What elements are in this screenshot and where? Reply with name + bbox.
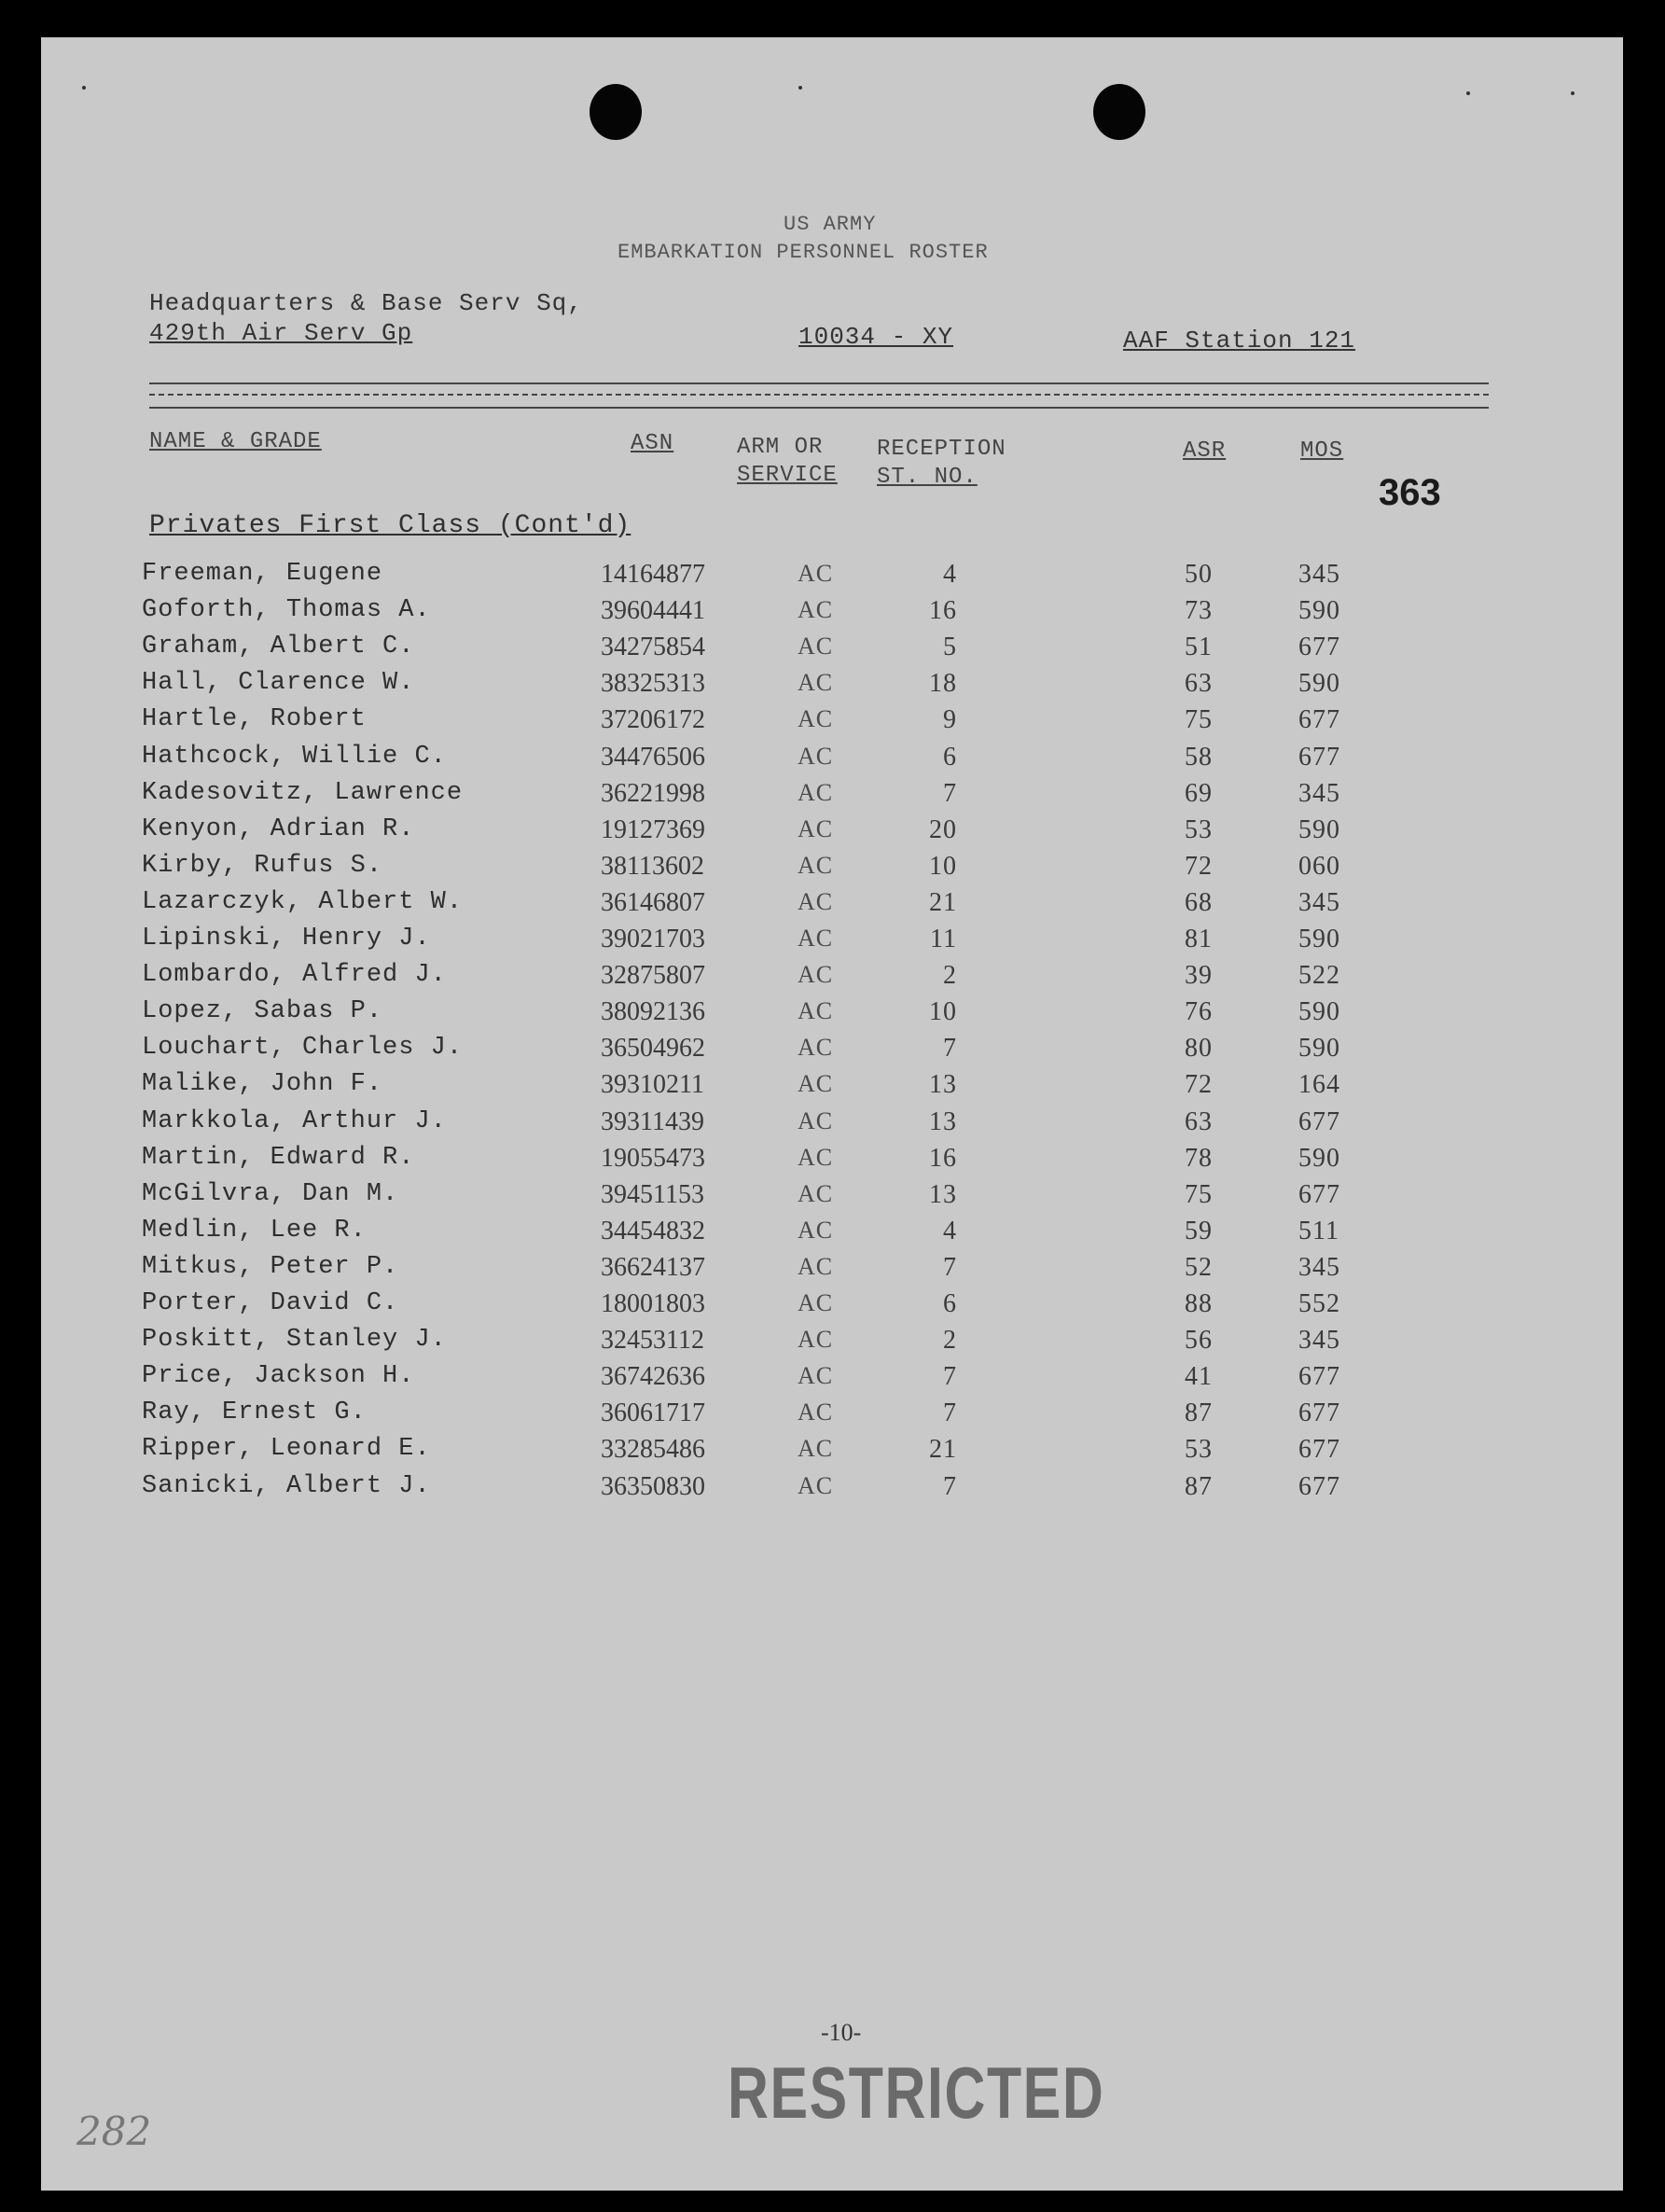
cell-name: Kenyon, Adrian R. bbox=[142, 814, 415, 843]
cell-asn: 34275854 bbox=[601, 633, 705, 662]
cell-arm-service: AC bbox=[798, 669, 834, 697]
column-header-arm-2: SERVICE bbox=[737, 463, 838, 488]
table-row bbox=[0, 705, 1582, 743]
cell-reception-station: 9 bbox=[943, 705, 957, 735]
cell-mos: 590 bbox=[1298, 669, 1340, 699]
roster-table bbox=[0, 37, 1582, 2191]
cell-name: Kirby, Rufus S. bbox=[142, 851, 383, 880]
cell-asr: 68 bbox=[1185, 887, 1213, 917]
table-row bbox=[0, 743, 1582, 780]
cell-reception-station: 18 bbox=[929, 669, 957, 699]
cell-arm-service: AC bbox=[798, 1179, 834, 1207]
cell-asn: 36146807 bbox=[601, 887, 705, 917]
unit-name-line-2: 429th Air Serv Gp bbox=[149, 319, 413, 347]
column-header-asr: ASR bbox=[1183, 438, 1227, 464]
cell-name: Price, Jackson H. bbox=[142, 1362, 415, 1391]
cell-asr: 53 bbox=[1185, 814, 1213, 844]
cell-mos: 511 bbox=[1298, 1216, 1339, 1245]
cell-mos: 552 bbox=[1298, 1289, 1340, 1318]
footer-page-number: -10- bbox=[821, 2019, 862, 2046]
cell-asr: 50 bbox=[1185, 560, 1213, 589]
cell-asr: 39 bbox=[1185, 961, 1213, 991]
table-row bbox=[0, 815, 1582, 853]
cell-arm-service: AC bbox=[798, 633, 834, 661]
cell-asr: 41 bbox=[1185, 1362, 1213, 1392]
cell-reception-station: 7 bbox=[943, 778, 957, 808]
cell-asr: 63 bbox=[1185, 669, 1213, 699]
table-row bbox=[0, 1435, 1582, 1472]
cell-mos: 677 bbox=[1298, 1179, 1340, 1209]
cell-mos: 677 bbox=[1298, 1398, 1340, 1428]
cell-arm-service: AC bbox=[798, 596, 834, 624]
table-row bbox=[0, 1034, 1582, 1071]
cell-mos: 677 bbox=[1298, 1471, 1340, 1501]
table-row bbox=[0, 1217, 1582, 1254]
cell-asn: 38325313 bbox=[601, 669, 705, 699]
cell-asr: 75 bbox=[1185, 705, 1213, 735]
cell-name: Hartle, Robert bbox=[142, 705, 367, 734]
cell-name: Medlin, Lee R. bbox=[142, 1216, 367, 1245]
cell-reception-station: 10 bbox=[929, 997, 957, 1027]
unit-name-line-1: Headquarters & Base Serv Sq, bbox=[149, 289, 583, 317]
section-title: Privates First Class (Cont'd) bbox=[149, 511, 631, 540]
cell-arm-service: AC bbox=[798, 961, 834, 989]
cell-arm-service: AC bbox=[798, 560, 834, 587]
table-row bbox=[0, 1326, 1582, 1363]
cell-mos: 677 bbox=[1298, 1362, 1340, 1392]
cell-asr: 72 bbox=[1185, 851, 1213, 881]
cell-reception-station: 7 bbox=[943, 1034, 957, 1064]
handwritten-page-number: 282 bbox=[76, 2108, 152, 2154]
column-header-arm-1: ARM OR bbox=[737, 435, 824, 460]
cell-asn: 32453112 bbox=[601, 1326, 704, 1356]
stamped-page-number: 363 bbox=[1379, 472, 1441, 513]
cell-arm-service: AC bbox=[798, 742, 834, 770]
cell-reception-station: 13 bbox=[929, 1106, 957, 1136]
cell-arm-service: AC bbox=[798, 851, 834, 879]
cell-arm-service: AC bbox=[798, 1034, 834, 1062]
cell-arm-service: AC bbox=[798, 1070, 834, 1098]
table-row bbox=[0, 1144, 1582, 1181]
cell-asn: 39310211 bbox=[601, 1070, 704, 1100]
cell-asn: 38113602 bbox=[601, 851, 704, 881]
table-row bbox=[0, 1180, 1582, 1217]
cell-asn: 37206172 bbox=[601, 705, 705, 735]
cell-mos: 590 bbox=[1298, 596, 1340, 626]
cell-asn: 38092136 bbox=[601, 997, 705, 1027]
cell-name: Louchart, Charles J. bbox=[142, 1034, 464, 1063]
table-row bbox=[0, 560, 1582, 597]
cell-mos: 590 bbox=[1298, 1143, 1340, 1173]
cell-reception-station: 4 bbox=[943, 1216, 957, 1245]
cell-reception-station: 7 bbox=[943, 1398, 957, 1428]
cell-reception-station: 13 bbox=[929, 1070, 957, 1100]
cell-asr: 81 bbox=[1185, 925, 1213, 953]
column-header-asn: ASN bbox=[631, 431, 674, 456]
cell-reception-station: 4 bbox=[943, 560, 957, 589]
cell-name: Poskitt, Stanley J. bbox=[142, 1326, 447, 1355]
cell-arm-service: AC bbox=[798, 925, 834, 952]
cell-reception-station: 10 bbox=[929, 851, 957, 881]
cell-name: Ripper, Leonard E. bbox=[142, 1435, 431, 1464]
cell-arm-service: AC bbox=[798, 1362, 834, 1390]
cell-reception-station: 5 bbox=[943, 633, 957, 662]
cell-mos: 590 bbox=[1298, 997, 1340, 1027]
cell-name: Markkola, Arthur J. bbox=[142, 1106, 447, 1135]
cell-name: Martin, Edward R. bbox=[142, 1143, 415, 1172]
cell-asn: 14164877 bbox=[601, 560, 705, 589]
cell-name: Malike, John F. bbox=[142, 1070, 383, 1099]
cell-asr: 88 bbox=[1185, 1289, 1213, 1318]
cell-mos: 345 bbox=[1298, 887, 1340, 917]
cell-asn: 36350830 bbox=[601, 1471, 705, 1501]
cell-name: Goforth, Thomas A. bbox=[142, 596, 431, 625]
cell-asn: 34476506 bbox=[601, 742, 705, 772]
cell-asn: 33285486 bbox=[601, 1435, 705, 1465]
cell-asr: 63 bbox=[1185, 1106, 1213, 1136]
cell-name: Lipinski, Henry J. bbox=[142, 925, 431, 953]
cell-mos: 677 bbox=[1298, 705, 1340, 735]
cell-mos: 060 bbox=[1298, 851, 1340, 881]
cell-asn: 18001803 bbox=[601, 1289, 705, 1318]
cell-name: McGilvra, Dan M. bbox=[142, 1179, 399, 1208]
column-header-name: NAME & GRADE bbox=[149, 429, 322, 454]
cell-mos: 677 bbox=[1298, 1106, 1340, 1136]
cell-reception-station: 7 bbox=[943, 1471, 957, 1501]
cell-mos: 345 bbox=[1298, 1252, 1340, 1282]
table-row bbox=[0, 888, 1582, 925]
cell-asr: 56 bbox=[1185, 1326, 1213, 1356]
cell-asr: 69 bbox=[1185, 778, 1213, 808]
table-row bbox=[0, 1253, 1582, 1290]
title-line-1: US ARMY bbox=[784, 213, 877, 236]
cell-arm-service: AC bbox=[798, 997, 834, 1025]
cell-reception-station: 6 bbox=[943, 1289, 957, 1318]
cell-asn: 39311439 bbox=[601, 1106, 704, 1136]
column-header-mos: MOS bbox=[1300, 438, 1344, 464]
table-row bbox=[0, 1472, 1582, 1509]
cell-arm-service: AC bbox=[798, 1398, 834, 1426]
cell-name: Graham, Albert C. bbox=[142, 633, 415, 661]
cell-asr: 78 bbox=[1185, 1143, 1213, 1173]
table-row bbox=[0, 1289, 1582, 1327]
cell-asr: 72 bbox=[1185, 1070, 1213, 1100]
cell-name: Lopez, Sabas P. bbox=[142, 997, 383, 1026]
table-row bbox=[0, 1107, 1582, 1145]
cell-arm-service: AC bbox=[798, 1216, 834, 1244]
cell-reception-station: 16 bbox=[929, 596, 957, 626]
cell-mos: 345 bbox=[1298, 778, 1340, 808]
cell-asr: 51 bbox=[1185, 633, 1213, 662]
cell-asn: 39451153 bbox=[601, 1179, 704, 1209]
cell-arm-service: AC bbox=[798, 778, 834, 806]
cell-name: Mitkus, Peter P. bbox=[142, 1252, 399, 1281]
cell-mos: 677 bbox=[1298, 633, 1340, 662]
table-row bbox=[0, 925, 1582, 962]
shipment-number: 10034 - XY bbox=[798, 323, 954, 351]
cell-reception-station: 7 bbox=[943, 1362, 957, 1392]
cell-name: Porter, David C. bbox=[142, 1289, 399, 1317]
table-row bbox=[0, 1362, 1582, 1399]
table-row bbox=[0, 779, 1582, 816]
cell-arm-service: AC bbox=[798, 1289, 834, 1316]
cell-reception-station: 2 bbox=[943, 1326, 957, 1356]
cell-asn: 36221998 bbox=[601, 778, 705, 808]
cell-arm-service: AC bbox=[798, 1252, 834, 1280]
cell-asn: 19055473 bbox=[601, 1143, 705, 1173]
cell-asr: 53 bbox=[1185, 1435, 1213, 1465]
table-row bbox=[0, 852, 1582, 889]
title-line-2: EMBARKATION PERSONNEL ROSTER bbox=[617, 241, 989, 264]
cell-asr: 80 bbox=[1185, 1034, 1213, 1064]
cell-asr: 59 bbox=[1185, 1216, 1213, 1245]
cell-asr: 75 bbox=[1185, 1179, 1213, 1209]
cell-name: Hall, Clarence W. bbox=[142, 669, 415, 698]
table-row bbox=[0, 596, 1582, 633]
cell-mos: 590 bbox=[1298, 925, 1340, 953]
cell-reception-station: 13 bbox=[929, 1179, 957, 1209]
cell-asn: 36061717 bbox=[601, 1398, 705, 1428]
cell-mos: 590 bbox=[1298, 814, 1340, 844]
cell-reception-station: 7 bbox=[943, 1252, 957, 1282]
cell-mos: 345 bbox=[1298, 1326, 1340, 1356]
cell-asn: 19127369 bbox=[601, 814, 705, 844]
cell-name: Lombardo, Alfred J. bbox=[142, 961, 447, 990]
cell-arm-service: AC bbox=[798, 1471, 834, 1499]
cell-mos: 590 bbox=[1298, 1034, 1340, 1064]
cell-arm-service: AC bbox=[798, 814, 834, 842]
cell-asr: 76 bbox=[1185, 997, 1213, 1027]
cell-reception-station: 20 bbox=[929, 814, 957, 844]
cell-arm-service: AC bbox=[798, 705, 834, 733]
cell-name: Ray, Ernest G. bbox=[142, 1398, 367, 1427]
cell-asr: 73 bbox=[1185, 596, 1213, 626]
table-row bbox=[0, 633, 1582, 670]
cell-name: Kadesovitz, Lawrence bbox=[142, 778, 464, 807]
cell-reception-station: 6 bbox=[943, 742, 957, 772]
cell-reception-station: 21 bbox=[929, 887, 957, 917]
cell-mos: 345 bbox=[1298, 560, 1340, 589]
cell-arm-service: AC bbox=[798, 887, 834, 915]
cell-asr: 58 bbox=[1185, 742, 1213, 772]
cell-asn: 39604441 bbox=[601, 596, 705, 626]
column-header-reception-2: ST. NO. bbox=[877, 465, 978, 490]
cell-mos: 164 bbox=[1298, 1070, 1340, 1100]
cell-asn: 32875807 bbox=[601, 961, 705, 991]
table-row bbox=[0, 1398, 1582, 1436]
table-row bbox=[0, 669, 1582, 706]
cell-asn: 39021703 bbox=[601, 925, 705, 953]
cell-asn: 36624137 bbox=[601, 1252, 705, 1282]
cell-reception-station: 11 bbox=[930, 925, 957, 953]
cell-name: Hathcock, Willie C. bbox=[142, 742, 447, 771]
cell-reception-station: 2 bbox=[943, 961, 957, 991]
cell-name: Lazarczyk, Albert W. bbox=[142, 887, 464, 916]
cell-asr: 87 bbox=[1185, 1471, 1213, 1501]
cell-arm-service: AC bbox=[798, 1143, 834, 1171]
cell-asr: 52 bbox=[1185, 1252, 1213, 1282]
table-row bbox=[0, 1070, 1582, 1107]
table-row bbox=[0, 961, 1582, 998]
cell-reception-station: 21 bbox=[929, 1435, 957, 1465]
station-name: AAF Station 121 bbox=[1123, 327, 1356, 355]
cell-arm-service: AC bbox=[798, 1326, 834, 1354]
cell-mos: 522 bbox=[1298, 961, 1340, 991]
cell-name: Sanicki, Albert J. bbox=[142, 1471, 431, 1500]
restricted-stamp: RESTRICTED bbox=[728, 2052, 1105, 2134]
cell-arm-service: AC bbox=[798, 1435, 834, 1463]
cell-asn: 34454832 bbox=[601, 1216, 705, 1245]
cell-mos: 677 bbox=[1298, 742, 1340, 772]
cell-asn: 36504962 bbox=[601, 1034, 705, 1064]
cell-asn: 36742636 bbox=[601, 1362, 705, 1392]
column-header-reception-1: RECEPTION bbox=[877, 437, 1006, 462]
cell-asr: 87 bbox=[1185, 1398, 1213, 1428]
cell-name: Freeman, Eugene bbox=[142, 560, 383, 588]
cell-mos: 677 bbox=[1298, 1435, 1340, 1465]
cell-arm-service: AC bbox=[798, 1106, 834, 1134]
roster-page bbox=[41, 37, 1623, 2191]
cell-reception-station: 16 bbox=[929, 1143, 957, 1173]
table-row bbox=[0, 997, 1582, 1035]
